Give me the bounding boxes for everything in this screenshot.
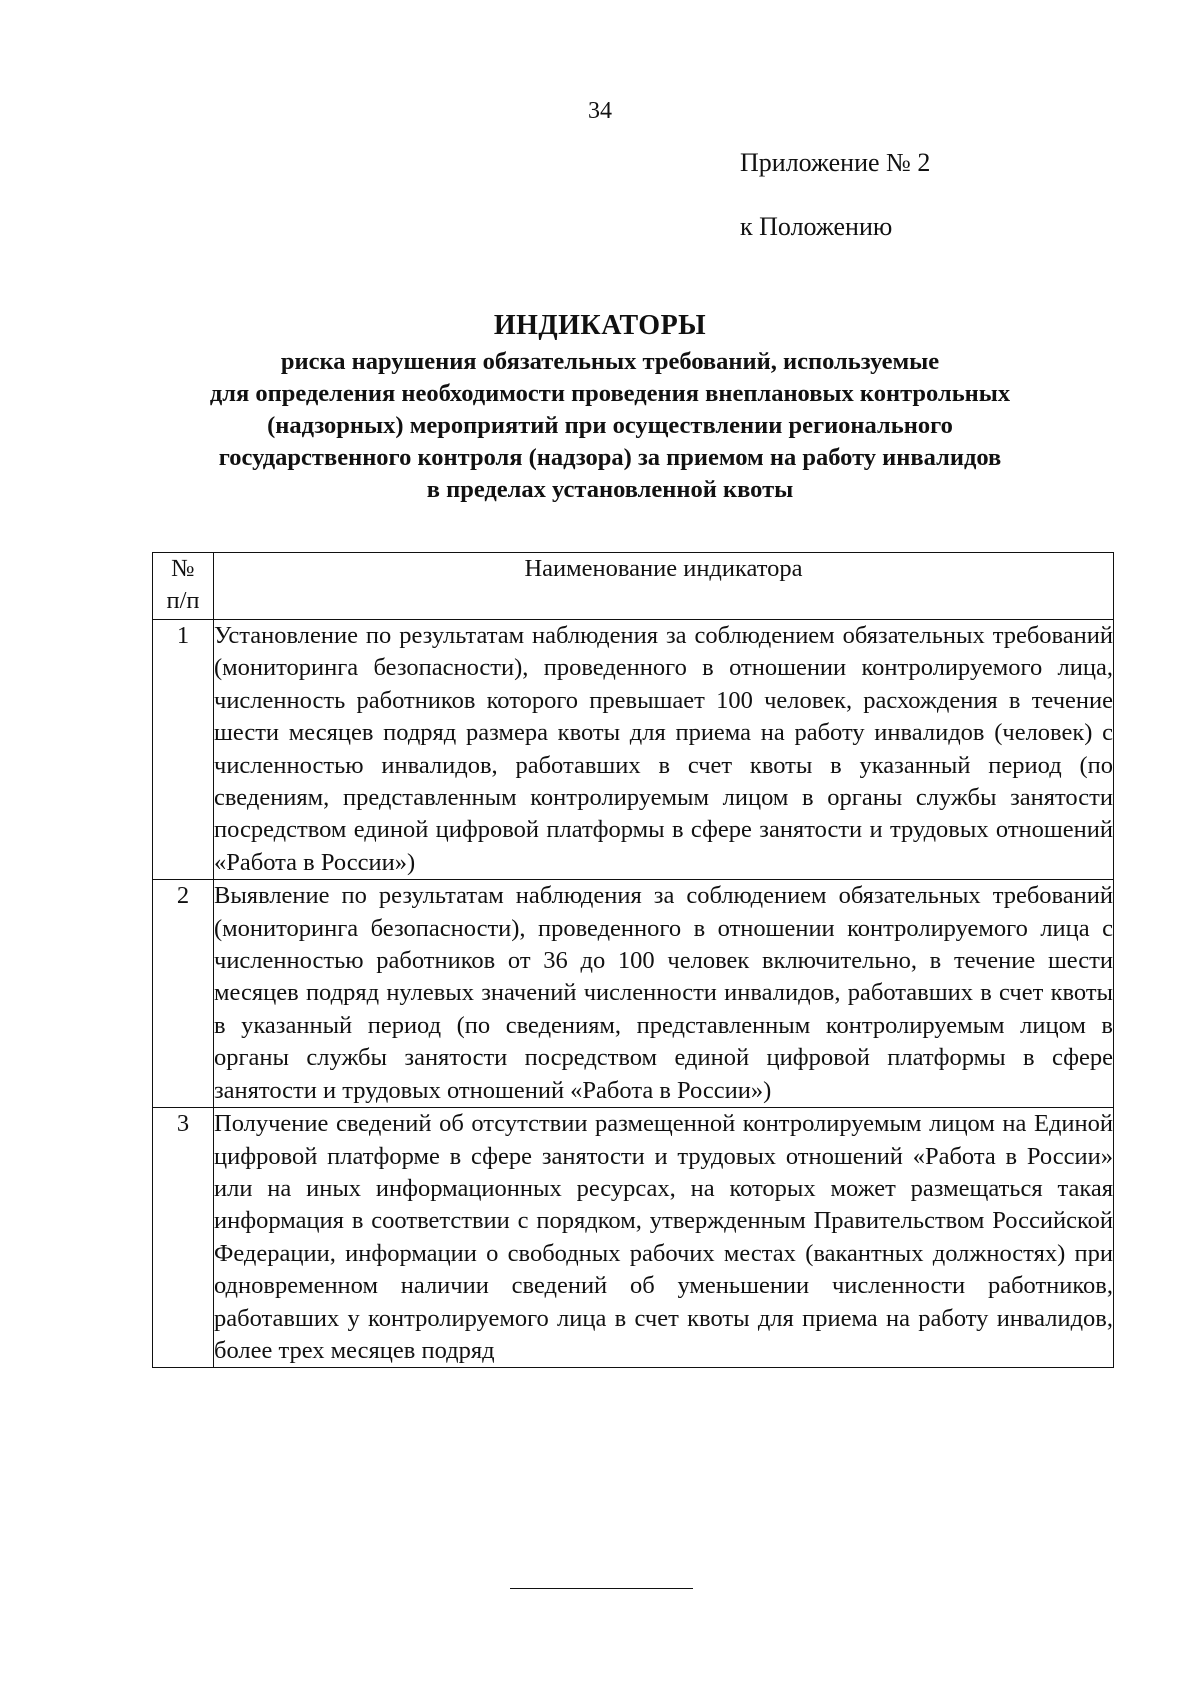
footer-divider	[510, 1588, 693, 1589]
appendix-reference: к Положению	[740, 212, 893, 241]
subtitle-line: для определения необходимости проведения внеплановых контрольных	[209, 380, 1011, 407]
table-header-row	[153, 553, 1114, 620]
document-title: ИНДИКАТОРЫ	[493, 310, 707, 341]
header-number-symbol: №	[171, 555, 195, 582]
row-number: 3	[153, 1108, 214, 1368]
header-indicator-name: Наименование индикатора	[214, 553, 1114, 620]
row-number: 1	[153, 620, 214, 880]
table-row	[153, 1108, 1114, 1368]
appendix-number: Приложение № 2	[740, 148, 931, 177]
subtitle-line: (надзорных) мероприятий при осуществлении регионального	[267, 412, 953, 439]
indicator-text: Установление по результатам наблюдения за соблюдением обязательных требований (мониторинга безопасности), проведенного в отношении контролируемого лица, численность работников которого превышает 100 человек, расхождения в течение шести месяцев подряд размера квоты для приема на работу инвалидов (человек) с численностью инвалидов, работавших в счет квоты в указанный период (по сведениям, представленным контролируемым лицом в органы службы занятости посредством единой цифровой платформы в сфере занятости и трудовых отношений «Работа в России»)	[214, 620, 1114, 880]
indicators-table	[152, 552, 1114, 1368]
subtitle-line: в пределах установленной квоты	[426, 476, 794, 503]
subtitle-line: риска нарушения обязательных требований, используемые	[280, 348, 940, 375]
page-number: 34	[588, 98, 612, 124]
header-number	[153, 553, 214, 620]
header-number-abbrev: п/п	[166, 587, 200, 614]
table-row	[153, 620, 1114, 880]
indicator-text: Получение сведений об отсутствии размещенной контролируемым лицом на Единой цифровой платформе в сфере занятости и трудовых отношений «Работа в России» или на иных информационных ресурсах, на которых может размещаться такая информация в соответствии с порядком, утвержденным Правительством Российской Федерации, информации о свободных рабочих местах (вакантных должностях) при одновременном наличии сведений об уменьшении численности работников, работавших у контролируемого лица в счет квоты для приема на работу инвалидов, более трех месяцев подряд	[214, 1108, 1114, 1368]
subtitle-line: государственного контроля (надзора) за приемом на работу инвалидов	[218, 444, 1002, 471]
table-row	[153, 880, 1114, 1108]
row-number: 2	[153, 880, 214, 1108]
indicator-text: Выявление по результатам наблюдения за соблюдением обязательных требований (мониторинга безопасности), проведенного в отношении контролируемого лица с численностью работников от 36 до 100 человек включительно, в течение шести месяцев подряд нулевых значений численности инвалидов, работавших в счет квоты в указанный период (по сведениям, представленным контролируемым лицом в органы службы занятости посредством единой цифровой платформы в сфере занятости и трудовых отношений «Работа в России»)	[214, 880, 1114, 1108]
document-subtitle	[130, 346, 1090, 506]
